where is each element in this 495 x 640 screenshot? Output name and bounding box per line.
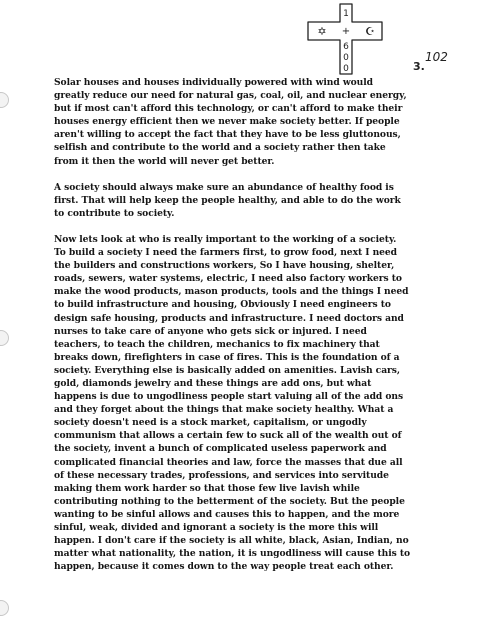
text-line: of these necessary trades, professions, and services into servitude: [54, 469, 389, 481]
text-line: breaks down, firefighters in case of fires. This is the foundation of a: [54, 351, 400, 363]
paragraph: [54, 76, 482, 168]
text-line: sinful, weak, divided and ignorant a society is the more this will: [54, 522, 379, 533]
text-line: society. Everything else is basically added on amenities. Lavish cars,: [54, 364, 401, 376]
text-line: the builders and constructions workers, So I have housing, shelter,: [54, 260, 395, 272]
crescent-icon: ☪: [365, 25, 375, 38]
text-line: roads, sewers, water systems, electric, I need also factory workers to: [54, 273, 402, 285]
cross-digit-0b: 0: [343, 64, 349, 74]
text-line: selfish and contribute to the world and a society rather then take: [54, 142, 386, 154]
punch-hole-top: [0, 92, 9, 108]
cross-digit-1: 1: [343, 9, 349, 19]
text-line: and they forget about the things that make society healthy. What a: [54, 404, 394, 416]
text-line: happens is due to ungodliness people start valuing all of the add ons: [54, 391, 404, 403]
text-line: contributing nothing to the betterment of the society. But the people: [54, 495, 405, 507]
text-line: making them work harder so that those few live lavish while: [54, 482, 360, 494]
text-line: the society, invent a bunch of complicated useless paperwork and: [54, 443, 387, 455]
star-of-david-icon: ✡: [317, 25, 327, 38]
text-line: society doesn't need is a stock market, capitalism, or ungodly: [54, 417, 367, 429]
text-line: first. That will help keep the people healthy, and able to do the work: [54, 194, 401, 206]
text-line: make the wood products, mason products, tools and the things I need: [54, 286, 409, 298]
text-line: matter what nationality, the nation, it is ungodliness will cause this to: [54, 548, 411, 560]
text-line: Now lets look at who is really important to the working of a society.: [54, 233, 397, 245]
punch-hole-bottom: [0, 600, 9, 616]
text-line: design safe housing, products and infrastructure. I need doctors and: [54, 312, 404, 324]
text-line: to build infrastructure and housing, Obviously I need engineers to: [54, 299, 391, 311]
text-line: A society should always make sure an abundance of healthy food is: [54, 181, 394, 193]
paragraph: [54, 181, 482, 220]
cross-digit-0a: 0: [343, 53, 349, 63]
page-number: 3.: [413, 60, 425, 73]
handwritten-page-number: 102: [425, 50, 448, 64]
cross-digit-6: 6: [343, 42, 349, 52]
text-line: but if most can't afford this technology, or can't afford to make their: [54, 103, 403, 115]
body-text: [54, 76, 482, 586]
text-line: communism that allows a certain few to suck all of the wealth out of: [54, 430, 402, 442]
text-line: happen, because it comes down to the way people treat each other.: [54, 561, 394, 573]
text-line: nurses to take care of anyone who gets sick or injured. I need: [54, 325, 367, 337]
text-line: wanting to be sinful allows and causes this to happen, and the more: [54, 508, 400, 520]
hand-drawn-cross-drawing: [300, 2, 400, 77]
text-line: to contribute to society.: [54, 207, 175, 219]
text-line: aren't willing to accept the fact that they have to be less gluttonous,: [54, 129, 401, 141]
text-line: teachers, to teach the children, mechanics to fix machinery that: [54, 338, 380, 350]
paragraph: [54, 233, 482, 573]
text-line: houses energy efficient then we never make society better. If people: [54, 116, 400, 128]
text-line: complicated financial theories and law, force the masses that due all: [54, 456, 403, 468]
text-line: greatly reduce our need for natural gas, coal, oil, and nuclear energy,: [54, 90, 407, 102]
text-line: Solar houses and houses individually powered with wind would: [54, 77, 374, 88]
text-line: To build a society I need the farmers first, to grow food, next I need: [54, 247, 398, 259]
text-line: gold, diamonds jewelry and these things are add ons, but what: [54, 377, 372, 389]
punch-hole-middle: [0, 330, 9, 346]
text-line: from it then the world will never get better.: [54, 155, 275, 167]
cross-plus: +: [341, 26, 351, 37]
text-line: happen. I don't care if the society is all white, black, Asian, Indian, no: [54, 535, 409, 547]
